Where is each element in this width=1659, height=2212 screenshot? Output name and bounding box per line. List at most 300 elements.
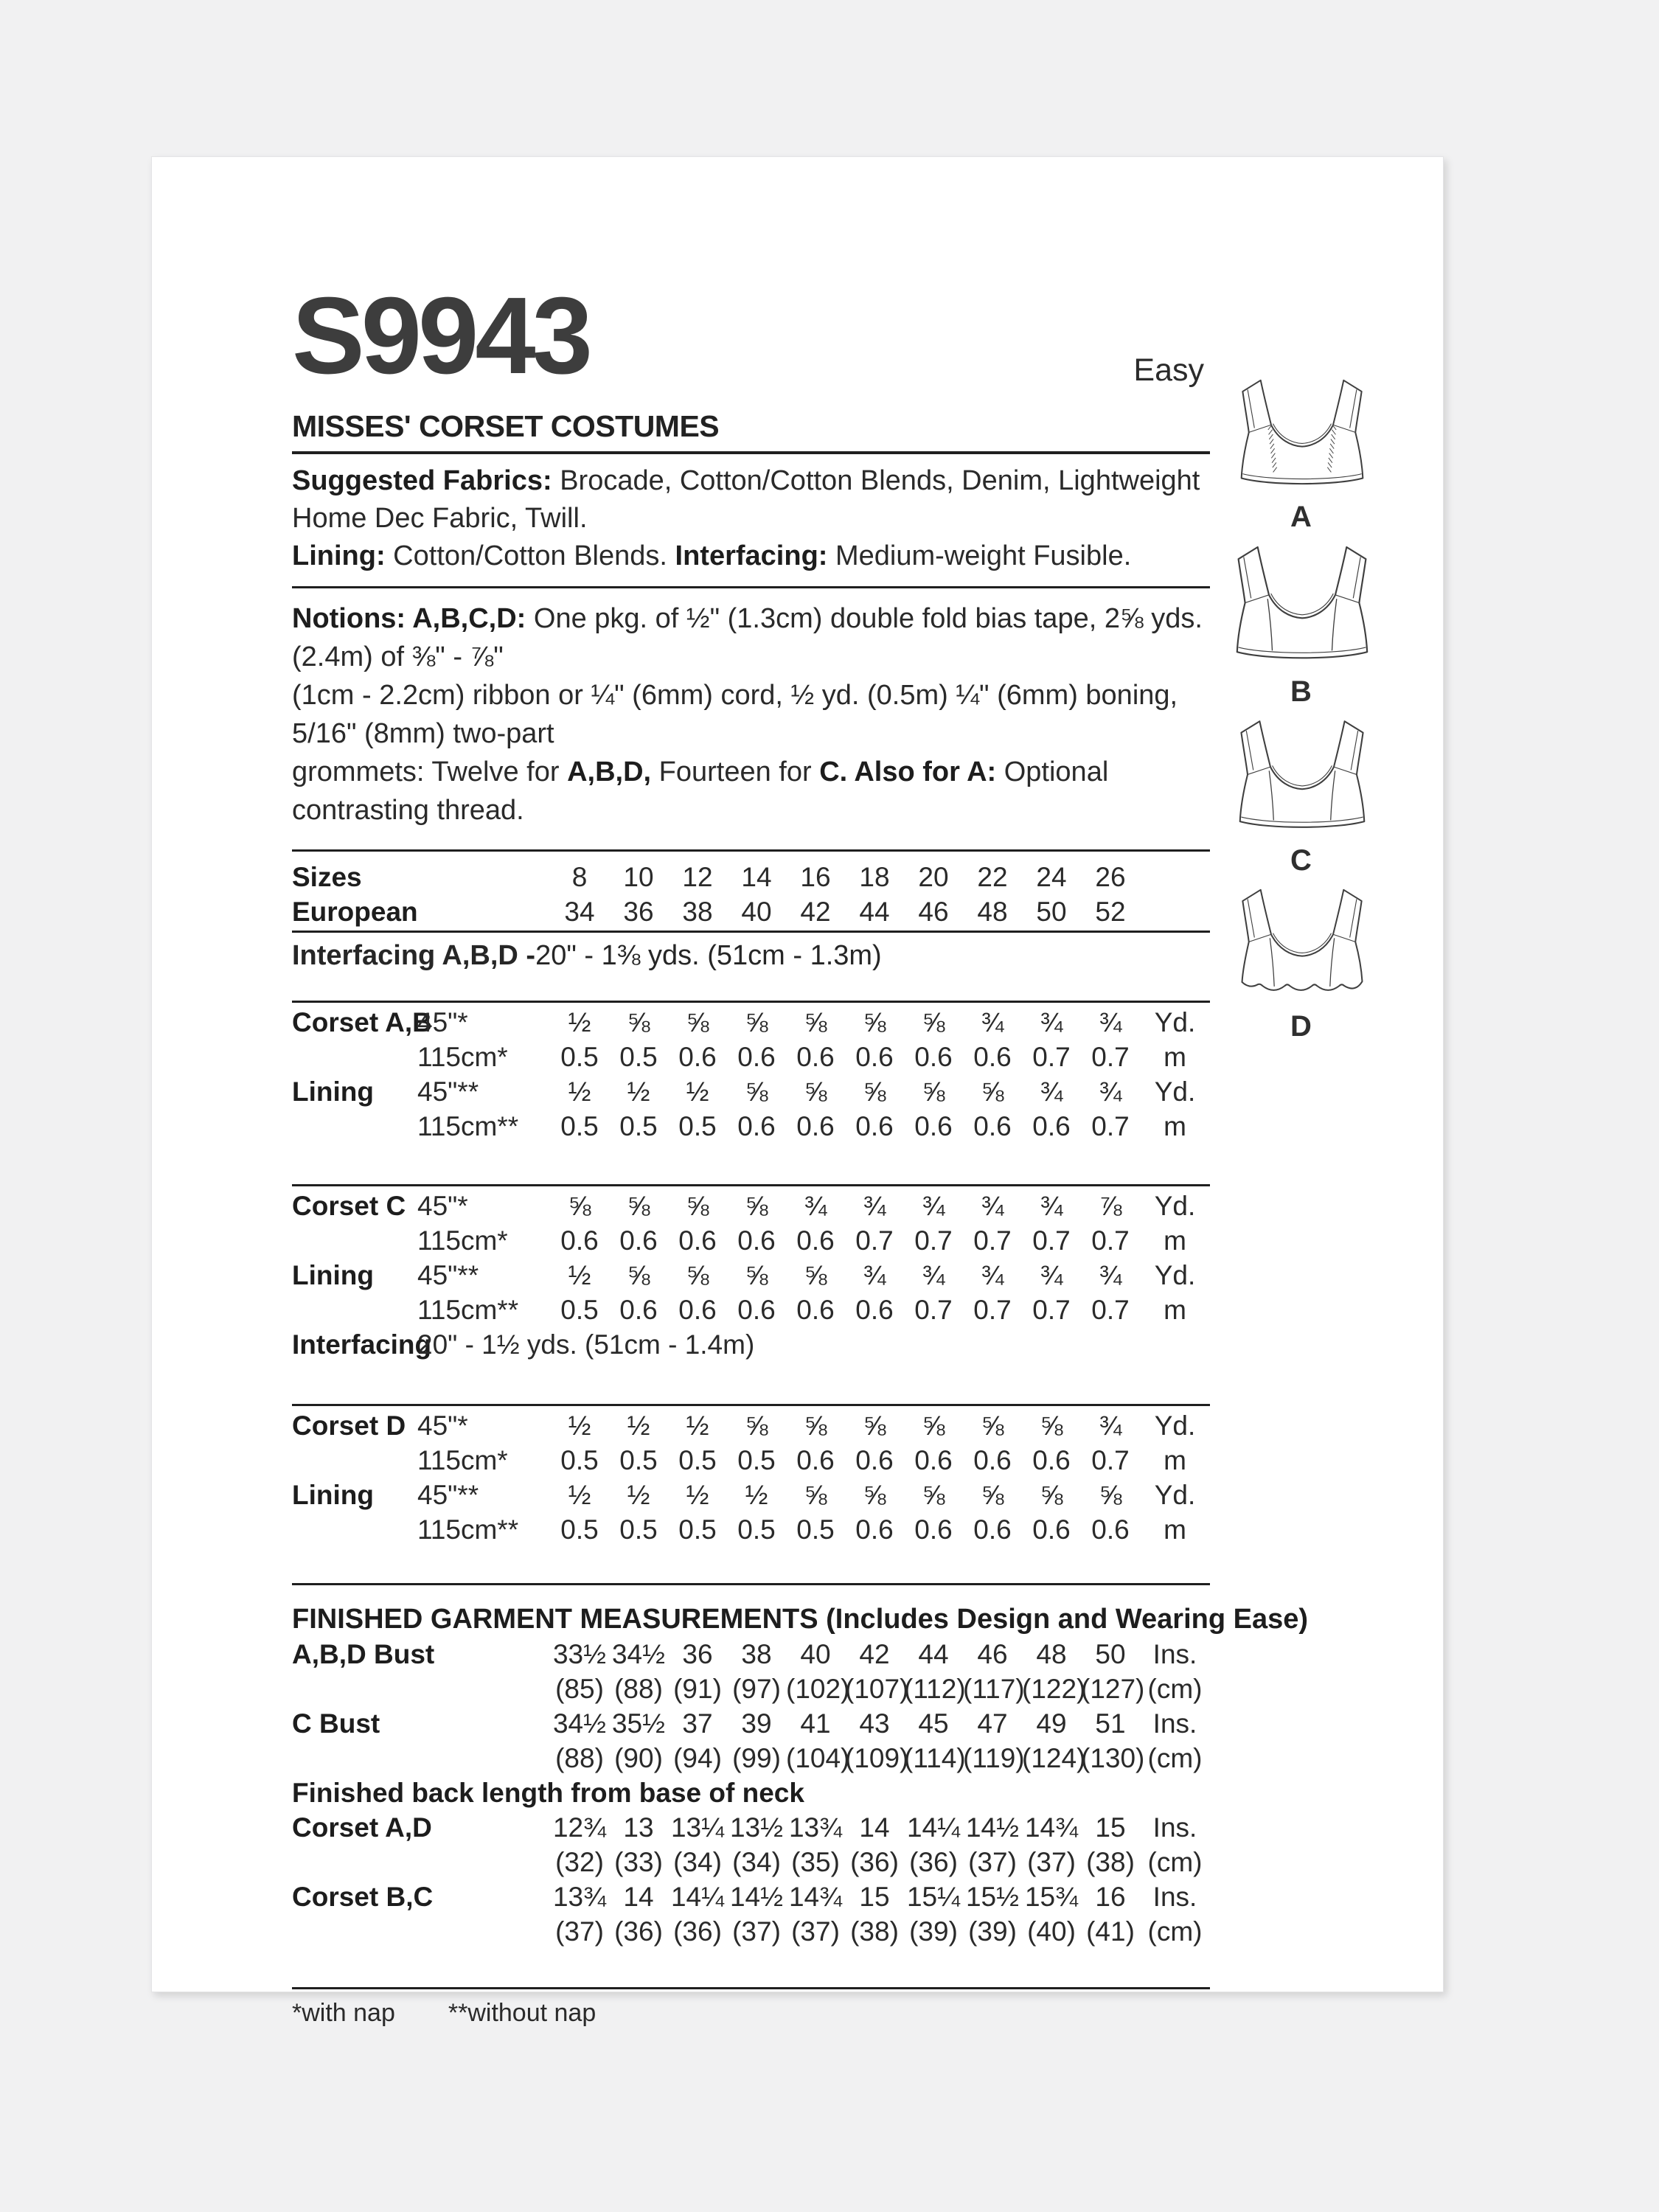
table-cell: ½ — [627, 1479, 650, 1510]
table-cell: (38) — [850, 1916, 899, 1947]
table-row — [292, 1637, 1210, 1672]
unit-cell: Yd. — [1154, 1006, 1196, 1037]
table-cell: 0.6 — [737, 1041, 776, 1072]
table-cell: (88) — [614, 1673, 663, 1704]
table-cell: 0.5 — [619, 1110, 658, 1141]
table-row — [292, 1810, 1210, 1845]
unit-cell: Ins. — [1152, 1812, 1197, 1843]
table-cell: 0.6 — [914, 1041, 953, 1072]
notions-line-1 — [292, 599, 1210, 676]
table-cell: ⅝ — [863, 1006, 886, 1037]
table-cell: ¾ — [1099, 1076, 1122, 1107]
table-cell: (85) — [555, 1673, 604, 1704]
table-cell: 14¾ — [788, 1881, 842, 1912]
row-sublabel: 45"** — [417, 1479, 479, 1510]
unit-cell: Yd. — [1154, 1410, 1196, 1441]
table-cell: 0.5 — [619, 1444, 658, 1475]
table-cell: ¾ — [1040, 1259, 1063, 1290]
table-cell: (127) — [1081, 1673, 1145, 1704]
table-cell: (36) — [850, 1846, 899, 1877]
table-cell: 0.5 — [619, 1514, 658, 1545]
table-cell: 52 — [1095, 896, 1126, 927]
table-cell: ⅝ — [863, 1076, 886, 1107]
garment-label-a: A — [1290, 501, 1313, 533]
table-cell: (88) — [555, 1742, 604, 1773]
table-cell: 0.6 — [678, 1225, 717, 1256]
yardage-table-corset-d — [292, 1408, 1210, 1547]
footnotes — [292, 1999, 1210, 2028]
table-cell: 0.5 — [737, 1514, 776, 1545]
text: One pkg. of ½" (1.3cm) double fold bias tape, 2⅝ yds. (2.4m) of ⅜" - ⅞" — [292, 603, 1203, 672]
difficulty-badge: Easy — [1133, 352, 1204, 388]
table-cell: 14½ — [965, 1812, 1019, 1843]
unit-cell: (cm) — [1147, 1916, 1203, 1947]
table-cell: 43 — [859, 1708, 890, 1739]
table-cell: 0.7 — [914, 1225, 953, 1256]
table-cell: 48 — [1036, 1638, 1067, 1669]
table-cell: 0.6 — [796, 1110, 835, 1141]
pattern-envelope-back — [151, 156, 1444, 2027]
table-cell: ½ — [568, 1410, 591, 1441]
table-cell: 0.6 — [796, 1225, 835, 1256]
table-cell: 0.6 — [737, 1294, 776, 1325]
table-cell: 0.5 — [678, 1444, 717, 1475]
table-cell: 0.7 — [1032, 1294, 1071, 1325]
table-cell: ¾ — [981, 1190, 1004, 1221]
unit-cell: Ins. — [1152, 1638, 1197, 1669]
garment-view-b — [1229, 534, 1375, 709]
table-row — [292, 1408, 1210, 1443]
table-cell: 0.6 — [737, 1110, 776, 1141]
table-cell: 33½ — [552, 1638, 606, 1669]
row-sublabel: 115cm** — [417, 1110, 519, 1141]
table-cell: 13½ — [729, 1812, 783, 1843]
table-cell: 8 — [571, 861, 588, 892]
table-cell: ⅝ — [686, 1259, 709, 1290]
table-cell: (34) — [732, 1846, 781, 1877]
suggested-fabrics-line-2 — [292, 538, 1210, 575]
table-cell: 36 — [623, 896, 654, 927]
row-label: Corset A,B — [292, 1006, 432, 1037]
table-cell: 0.5 — [560, 1041, 599, 1072]
table-cell: ¾ — [922, 1190, 945, 1221]
text: Fourteen for — [651, 757, 820, 787]
table-row — [292, 860, 1210, 894]
table-cell: 0.6 — [914, 1110, 953, 1141]
table-cell: 0.7 — [1091, 1294, 1130, 1325]
text: Medium-weight Fusible. — [827, 540, 1132, 571]
table-cell: 42 — [800, 896, 831, 927]
table-cell: (37) — [791, 1916, 840, 1947]
table-cell: ⅝ — [627, 1259, 650, 1290]
table-cell: 0.5 — [678, 1110, 717, 1141]
text: Cotton/Cotton Blends. — [385, 540, 675, 571]
table-row — [292, 1443, 1210, 1478]
table-cell: 0.6 — [678, 1041, 717, 1072]
table-cell: ¾ — [1099, 1259, 1122, 1290]
table-cell: (97) — [732, 1673, 781, 1704]
unit-cell: m — [1164, 1514, 1186, 1545]
bold-text: Interfacing A,B,D - — [292, 940, 536, 971]
table-cell: (90) — [614, 1742, 663, 1773]
table-cell: 12 — [682, 861, 713, 892]
table-cell: (109) — [845, 1742, 909, 1773]
row-label: Corset D — [292, 1410, 406, 1441]
table-cell: ⅝ — [627, 1190, 650, 1221]
table-row — [292, 1074, 1210, 1109]
text: (1cm - 2.2cm) ribbon or ¼" (6mm) cord, ½ yd. (0.5m) ¼" (6mm) boning, 5/16" (8mm) two-part — [292, 680, 1178, 749]
pattern-number: S9943 — [292, 275, 589, 397]
page-title: MISSES' CORSET COSTUMES — [292, 409, 720, 443]
table-cell: 18 — [859, 861, 890, 892]
table-cell: 34½ — [611, 1638, 665, 1669]
table-cell: 15 — [859, 1881, 890, 1912]
table-cell: 13¾ — [788, 1812, 842, 1843]
table-cell: (117) — [963, 1673, 1025, 1704]
table-cell: 0.6 — [796, 1041, 835, 1072]
bold-text: C. Also for A: — [819, 757, 997, 787]
table-cell: 10 — [623, 861, 654, 892]
table-cell: ½ — [568, 1006, 591, 1037]
table-cell: 0.6 — [973, 1041, 1012, 1072]
table-cell: (39) — [909, 1916, 958, 1947]
table-cell: 0.7 — [1032, 1041, 1071, 1072]
table-cell: 44 — [918, 1638, 949, 1669]
unit-cell: m — [1164, 1294, 1186, 1325]
row-sublabel: 45"* — [417, 1006, 468, 1037]
table-cell: ⅝ — [568, 1190, 591, 1221]
table-cell: ⅝ — [981, 1410, 1004, 1441]
unit-cell: m — [1164, 1041, 1186, 1072]
table-cell: 0.7 — [1091, 1444, 1130, 1475]
table-cell: 0.6 — [737, 1225, 776, 1256]
table-cell: 0.5 — [560, 1514, 599, 1545]
suggested-fabrics-line-1 — [292, 462, 1210, 538]
table-row — [292, 1672, 1210, 1706]
table-row — [292, 1775, 1210, 1810]
notions-line-2 — [292, 676, 1210, 753]
table-row — [292, 1512, 1210, 1547]
table-cell: 0.6 — [796, 1294, 835, 1325]
unit-cell: Yd. — [1154, 1076, 1196, 1107]
divider — [292, 586, 1210, 588]
table-cell: 22 — [977, 861, 1008, 892]
main-column — [292, 157, 1309, 2028]
divider — [292, 1184, 1210, 1186]
unit-cell: Yd. — [1154, 1190, 1196, 1221]
table-cell: 0.6 — [560, 1225, 599, 1256]
table-cell: 0.5 — [560, 1294, 599, 1325]
table-cell: 0.6 — [1032, 1514, 1071, 1545]
table-cell: 15¼ — [906, 1881, 960, 1912]
table-cell: (36) — [909, 1846, 958, 1877]
table-cell: (41) — [1086, 1916, 1135, 1947]
garment-view-column — [1222, 368, 1381, 1043]
row-sublabel: 45"* — [417, 1410, 468, 1441]
table-cell: 47 — [977, 1708, 1008, 1739]
table-cell: 0.5 — [619, 1041, 658, 1072]
table-cell: 15¾ — [1024, 1881, 1078, 1912]
table-cell: 0.7 — [1032, 1225, 1071, 1256]
table-cell: ⅝ — [981, 1076, 1004, 1107]
row-sublabel: 115cm* — [417, 1444, 508, 1475]
table-row — [292, 1914, 1210, 1949]
row-sublabel: 45"** — [417, 1259, 479, 1290]
table-cell: ⅝ — [686, 1190, 709, 1221]
unit-cell: m — [1164, 1110, 1186, 1141]
footnote-without-nap: **without nap — [448, 1999, 597, 2027]
table-cell: 0.7 — [1091, 1225, 1130, 1256]
row-label: Sizes — [292, 861, 362, 892]
row-label: Interfacing — [292, 1329, 432, 1360]
row-label: Lining — [292, 1076, 374, 1107]
table-row — [292, 1223, 1210, 1258]
table-cell: (112) — [904, 1673, 966, 1704]
table-row — [292, 1040, 1210, 1074]
table-cell: (37) — [968, 1846, 1017, 1877]
bold-text: Lining: — [292, 540, 386, 571]
row-label: Corset B,C — [292, 1881, 434, 1912]
table-cell: (38) — [1086, 1846, 1135, 1877]
table-cell: ½ — [686, 1410, 709, 1441]
table-subheading: Finished back length from base of neck — [292, 1777, 804, 1808]
table-cell: 14¾ — [1024, 1812, 1078, 1843]
table-row — [292, 1706, 1210, 1741]
table-cell: 0.6 — [1032, 1444, 1071, 1475]
row-wide-value: 20" - 1½ yds. (51cm - 1.4m) — [417, 1329, 755, 1360]
table-cell: 0.5 — [737, 1444, 776, 1475]
row-sublabel: 115cm* — [417, 1225, 508, 1256]
table-cell: 0.6 — [796, 1444, 835, 1475]
table-cell: (114) — [904, 1742, 966, 1773]
unit-cell: Ins. — [1152, 1708, 1197, 1739]
divider — [292, 451, 1210, 454]
row-sublabel: 45"** — [417, 1076, 479, 1107]
table-cell: ⅝ — [863, 1410, 886, 1441]
unit-cell: (cm) — [1147, 1742, 1203, 1773]
table-cell: 13 — [623, 1812, 654, 1843]
bold-text: Interfacing: — [675, 540, 828, 571]
divider — [292, 1001, 1210, 1003]
table-cell: 50 — [1036, 896, 1067, 927]
table-cell: ⅝ — [745, 1006, 768, 1037]
table-cell: 14 — [859, 1812, 890, 1843]
finished-measurements-heading: FINISHED GARMENT MEASUREMENTS (Includes Design and Wearing Ease) — [292, 1604, 1309, 1635]
table-cell: 45 — [918, 1708, 949, 1739]
table-cell: (34) — [673, 1846, 722, 1877]
table-cell: 0.6 — [914, 1514, 953, 1545]
table-cell: 0.6 — [619, 1294, 658, 1325]
table-cell: 0.6 — [973, 1444, 1012, 1475]
table-cell: 14½ — [729, 1881, 783, 1912]
table-cell: ⅝ — [922, 1006, 945, 1037]
table-cell: ¾ — [863, 1259, 886, 1290]
interfacing-abd-line — [292, 939, 1210, 973]
table-cell: 0.6 — [1032, 1110, 1071, 1141]
table-cell: 41 — [800, 1708, 831, 1739]
table-cell: ⅞ — [1099, 1190, 1122, 1221]
table-cell: 0.7 — [914, 1294, 953, 1325]
size-table — [292, 860, 1210, 929]
table-cell: (32) — [555, 1846, 604, 1877]
row-sublabel: 45"* — [417, 1190, 468, 1221]
table-cell: 14¼ — [906, 1812, 960, 1843]
table-cell: 0.6 — [1091, 1514, 1130, 1545]
unit-cell: (cm) — [1147, 1846, 1203, 1877]
header — [292, 275, 1210, 399]
table-cell: ⅝ — [922, 1410, 945, 1441]
table-cell: 24 — [1036, 861, 1067, 892]
table-cell: 15 — [1095, 1812, 1126, 1843]
divider — [292, 1987, 1210, 1989]
footnote-with-nap: *with nap — [292, 1999, 395, 2027]
garment-label-b: B — [1290, 675, 1313, 708]
table-cell: ⅝ — [1040, 1479, 1063, 1510]
table-cell: ⅝ — [981, 1479, 1004, 1510]
table-cell: 50 — [1095, 1638, 1126, 1669]
table-cell: 0.7 — [1091, 1110, 1130, 1141]
table-cell: 40 — [741, 896, 772, 927]
row-label: Corset C — [292, 1190, 406, 1221]
table-cell: 35½ — [611, 1708, 665, 1739]
table-cell: (37) — [555, 1916, 604, 1947]
table-row — [292, 1005, 1210, 1040]
table-cell: 14 — [623, 1881, 654, 1912]
table-cell: ¾ — [981, 1259, 1004, 1290]
table-cell: (99) — [732, 1742, 781, 1773]
table-row — [292, 1845, 1210, 1879]
divider — [292, 849, 1210, 852]
unit-cell: Yd. — [1154, 1259, 1196, 1290]
table-cell: (119) — [963, 1742, 1025, 1773]
table-cell: ⅝ — [745, 1410, 768, 1441]
table-cell: 37 — [682, 1708, 713, 1739]
table-cell: ¾ — [863, 1190, 886, 1221]
table-cell: ⅝ — [745, 1190, 768, 1221]
row-sublabel: 115cm** — [417, 1514, 519, 1545]
corset-b-illustration — [1229, 534, 1375, 667]
table-cell: (124) — [1022, 1742, 1086, 1773]
table-cell: 0.6 — [678, 1294, 717, 1325]
table-cell: 0.6 — [855, 1444, 894, 1475]
table-cell: 13¼ — [670, 1812, 724, 1843]
divider — [292, 931, 1210, 933]
table-cell: (33) — [614, 1846, 663, 1877]
table-cell: 42 — [859, 1638, 890, 1669]
table-cell: (36) — [673, 1916, 722, 1947]
table-cell: 13¾ — [552, 1881, 606, 1912]
divider — [292, 1404, 1210, 1406]
bold-text: Suggested Fabrics: — [292, 465, 552, 496]
table-cell: ⅝ — [1099, 1479, 1122, 1510]
table-cell: ¾ — [1040, 1190, 1063, 1221]
table-cell: ½ — [627, 1076, 650, 1107]
table-cell: 0.5 — [560, 1444, 599, 1475]
garment-view-c — [1229, 709, 1375, 877]
table-cell: 0.6 — [619, 1225, 658, 1256]
table-cell: ⅝ — [804, 1076, 827, 1107]
row-sublabel: 115cm* — [417, 1041, 508, 1072]
text: 20" - 1⅜ yds. (51cm - 1.3m) — [535, 940, 882, 971]
table-cell: ⅝ — [922, 1076, 945, 1107]
table-cell: (40) — [1027, 1916, 1076, 1947]
unit-cell: (cm) — [1147, 1673, 1203, 1704]
table-cell: (122) — [1022, 1673, 1086, 1704]
table-cell: ⅝ — [1040, 1410, 1063, 1441]
row-label: Lining — [292, 1259, 374, 1290]
table-cell: 15½ — [965, 1881, 1019, 1912]
table-cell: (130) — [1081, 1742, 1145, 1773]
table-cell: ½ — [568, 1259, 591, 1290]
table-row — [292, 1879, 1210, 1914]
table-cell: 49 — [1036, 1708, 1067, 1739]
table-row — [292, 894, 1210, 929]
table-cell: (102) — [786, 1673, 850, 1704]
unit-cell: Ins. — [1152, 1881, 1197, 1912]
table-cell: 40 — [800, 1638, 831, 1669]
table-cell: ⅝ — [804, 1259, 827, 1290]
table-cell: 46 — [977, 1638, 1008, 1669]
table-cell: ¾ — [981, 1006, 1004, 1037]
table-cell: (91) — [673, 1673, 722, 1704]
table-cell: 48 — [977, 896, 1008, 927]
table-cell: 34½ — [552, 1708, 606, 1739]
table-cell: 44 — [859, 896, 890, 927]
row-label: European — [292, 896, 418, 927]
table-cell: 34 — [564, 896, 595, 927]
table-cell: 0.7 — [973, 1294, 1012, 1325]
table-row — [292, 1109, 1210, 1144]
table-cell: (39) — [968, 1916, 1017, 1947]
table-row — [292, 1327, 1210, 1362]
table-cell: 16 — [800, 861, 831, 892]
table-cell: ½ — [745, 1479, 768, 1510]
table-cell: ⅝ — [745, 1076, 768, 1107]
text: Brocade, Cotton/Cotton Blends, Denim, Lightweight Home Dec Fabric, Twill. — [292, 465, 1200, 534]
text: Optional contrasting thread. — [292, 757, 1109, 826]
table-cell: ¾ — [922, 1259, 945, 1290]
corset-c-illustration — [1229, 709, 1375, 835]
table-cell: 46 — [918, 896, 949, 927]
bold-text: Notions: A,B,C,D: — [292, 603, 526, 634]
table-cell: ¾ — [1040, 1076, 1063, 1107]
table-cell: ⅝ — [804, 1479, 827, 1510]
table-cell: 0.7 — [1091, 1041, 1130, 1072]
garment-view-d — [1229, 877, 1375, 1043]
table-cell: (104) — [786, 1742, 850, 1773]
table-cell: 0.5 — [678, 1514, 717, 1545]
row-label: Corset A,D — [292, 1812, 432, 1843]
table-cell: ¾ — [1099, 1410, 1122, 1441]
table-cell: 0.5 — [560, 1110, 599, 1141]
notions-line-3 — [292, 753, 1210, 830]
row-label: A,B,D Bust — [292, 1638, 435, 1669]
table-cell: 0.5 — [796, 1514, 835, 1545]
garment-label-c: C — [1290, 844, 1313, 877]
table-row — [292, 1189, 1210, 1223]
table-cell: (37) — [732, 1916, 781, 1947]
table-cell: 0.7 — [855, 1225, 894, 1256]
yardage-table-corset-ab — [292, 1005, 1210, 1144]
table-cell: (36) — [614, 1916, 663, 1947]
table-cell: (107) — [845, 1673, 909, 1704]
corset-d-illustration — [1229, 877, 1375, 1001]
table-row — [292, 1478, 1210, 1512]
divider — [292, 1583, 1210, 1585]
table-cell: (37) — [1027, 1846, 1076, 1877]
table-cell: ½ — [686, 1076, 709, 1107]
table-cell: (94) — [673, 1742, 722, 1773]
